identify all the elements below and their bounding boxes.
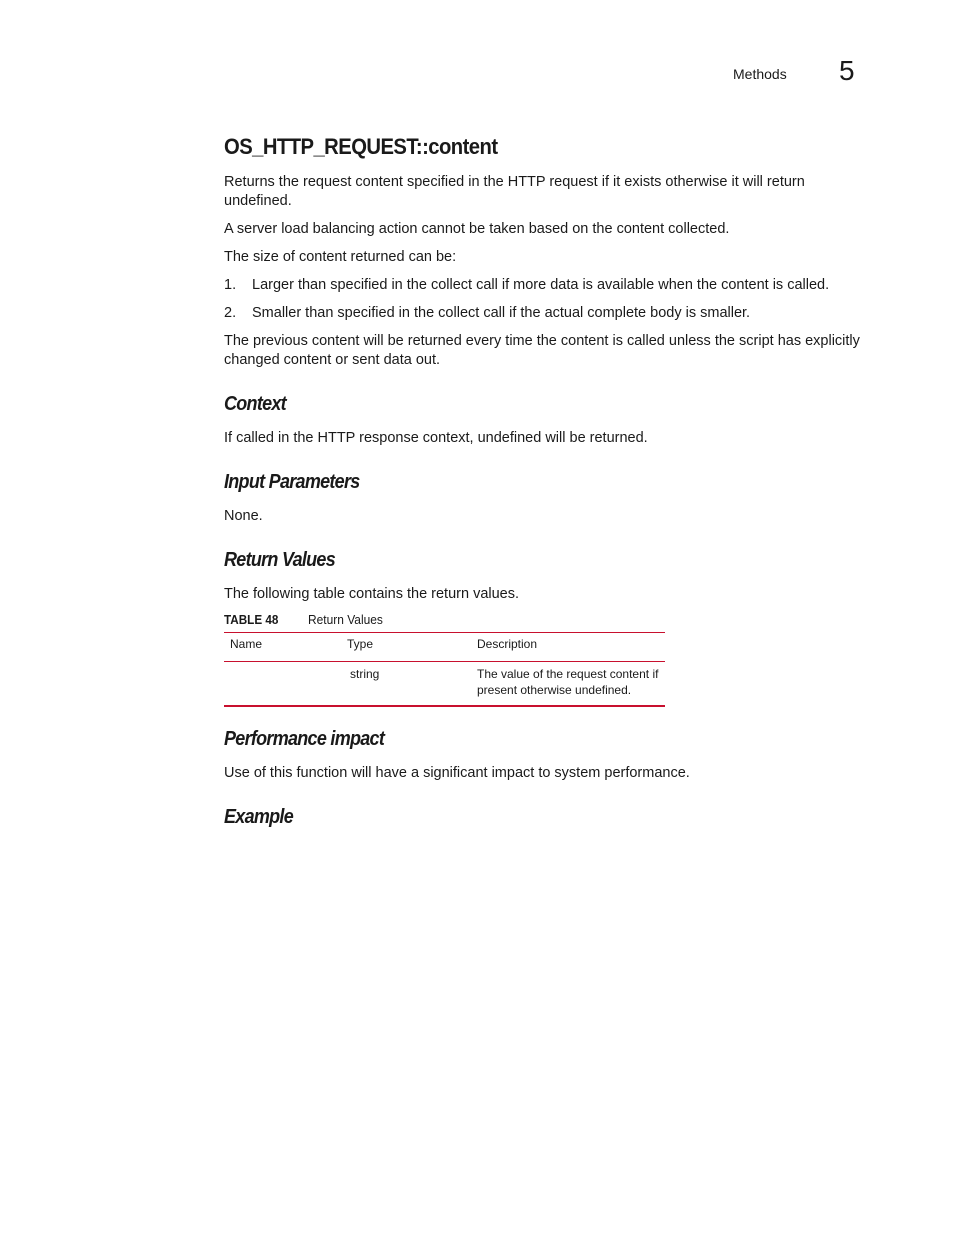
- table-row: [224, 662, 665, 707]
- return-values-text: The following table contains the return values.: [224, 586, 520, 602]
- intro-paragraph: The size of content returned can be:: [224, 249, 457, 265]
- body-paragraph: The previous content will be returned every time the content is called unless the script has explicitly changed content or sent data out.: [224, 333, 860, 368]
- table-cell-name: [224, 662, 341, 707]
- table-caption: [224, 610, 874, 628]
- running-header-chapter-number: 5: [839, 55, 855, 86]
- table-number: TABLE 48: [224, 611, 279, 627]
- page-title: OS_HTTP_REQUEST::content: [224, 134, 498, 159]
- page-content: [224, 133, 874, 842]
- list-item-number: 1.: [224, 277, 237, 293]
- return-values-table: [224, 632, 665, 707]
- table-cell-description: The value of the request content if present otherwise undefined.: [471, 662, 665, 707]
- column-header-name: Name: [224, 633, 341, 662]
- heading-return-values: Return Values: [224, 549, 336, 571]
- context-text: If called in the HTTP response context, undefined will be returned.: [224, 430, 648, 446]
- list-item-text: Smaller than specified in the collect call if the actual complete body is smaller.: [252, 305, 751, 321]
- running-header-section: Methods: [733, 66, 787, 82]
- intro-paragraph: A server load balancing action cannot be taken based on the content collected.: [224, 221, 730, 237]
- heading-example: Example: [224, 806, 294, 828]
- performance-text: Use of this function will have a significant impact to system performance.: [224, 765, 690, 781]
- table-header-row: [224, 633, 665, 662]
- column-header-description: Description: [471, 633, 665, 662]
- list-item: [224, 276, 874, 295]
- heading-input-parameters: Input Parameters: [224, 471, 360, 493]
- table-caption-text: Return Values: [308, 611, 383, 627]
- column-header-type: Type: [341, 633, 471, 662]
- intro-paragraph: Returns the request content specified in the HTTP request if it exists otherwise it will return undefined.: [224, 174, 805, 209]
- list-item-number: 2.: [224, 305, 237, 321]
- list-item: [224, 304, 874, 323]
- input-parameters-text: None.: [224, 508, 263, 524]
- size-list: [224, 276, 874, 323]
- heading-context: Context: [224, 393, 286, 415]
- table-cell-type: string: [341, 662, 471, 707]
- heading-performance-impact: Performance impact: [224, 728, 385, 750]
- list-item-text: Larger than specified in the collect call if more data is available when the content is called.: [252, 277, 830, 293]
